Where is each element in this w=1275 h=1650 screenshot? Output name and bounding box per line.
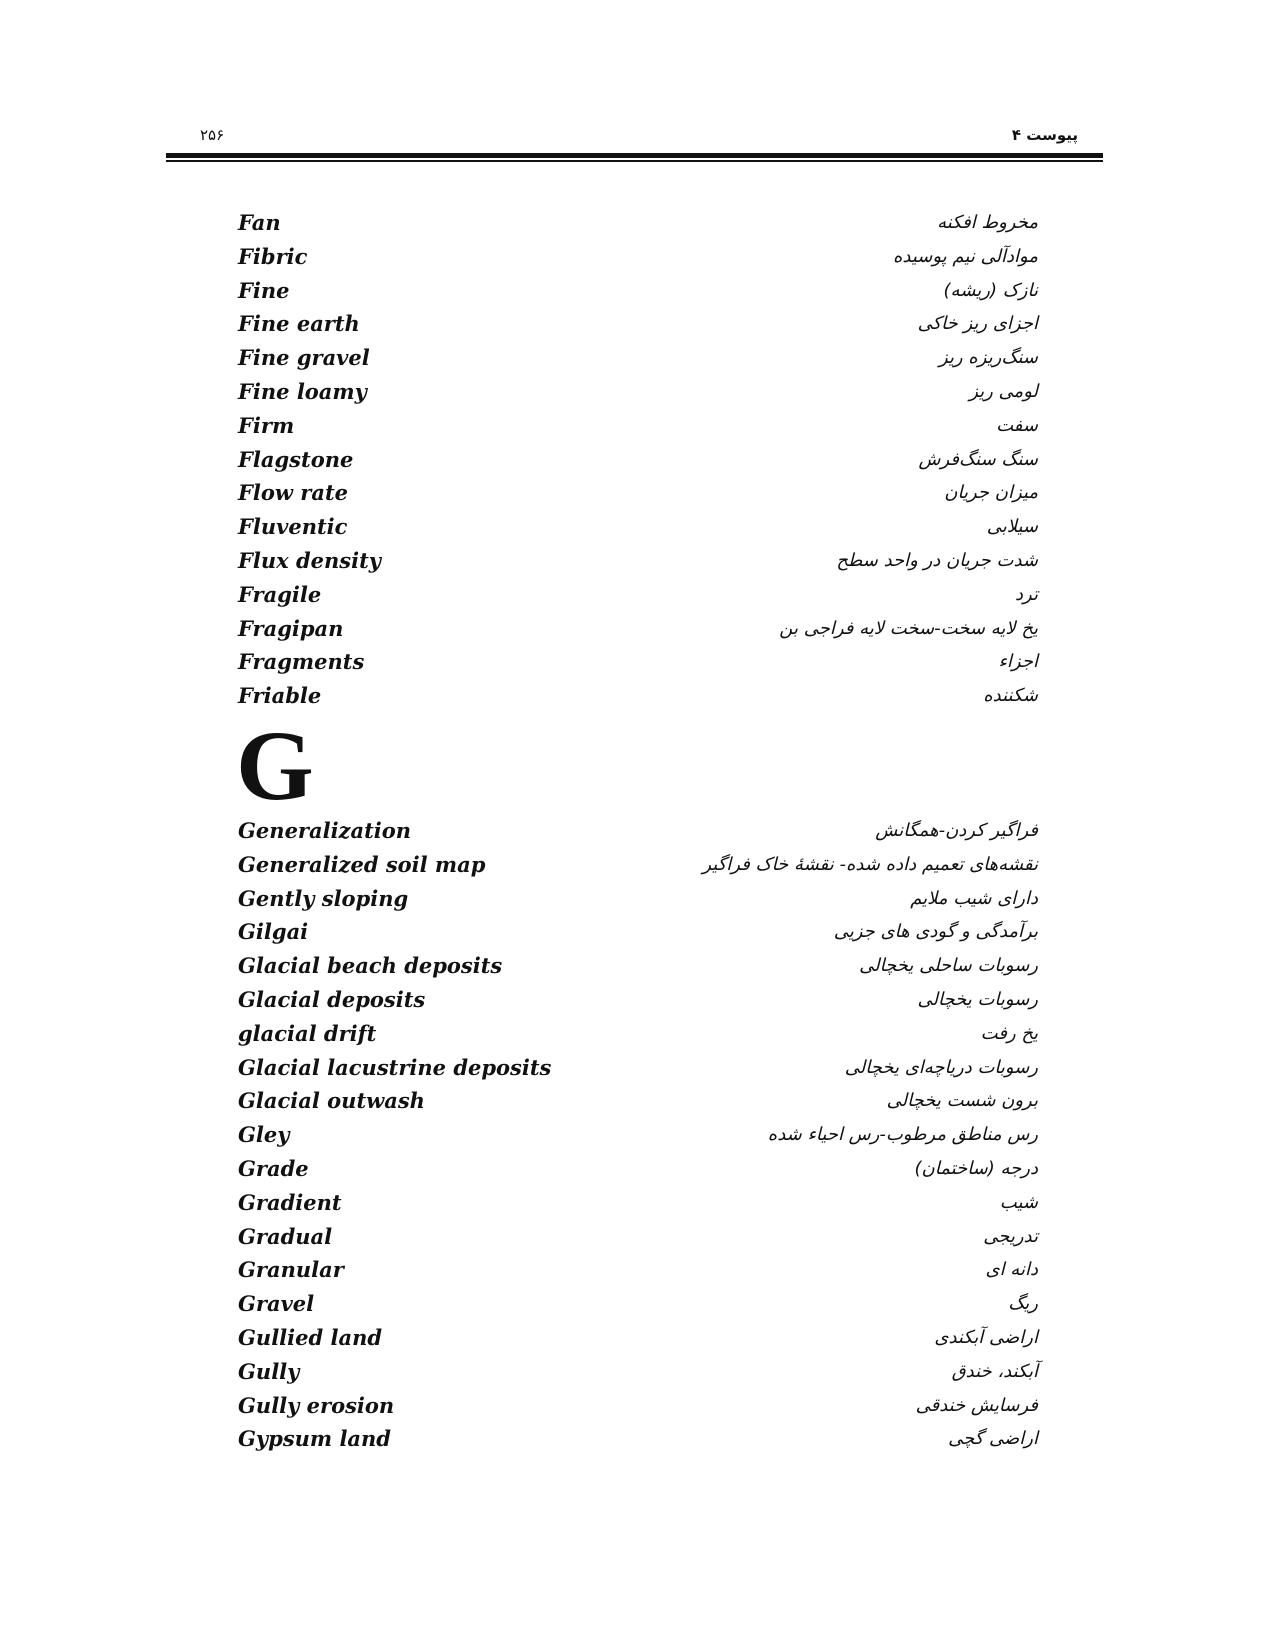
section-letter-g: G bbox=[236, 710, 314, 821]
english-term: Generalized soil map bbox=[238, 851, 486, 877]
english-term: Gradual bbox=[238, 1223, 333, 1249]
persian-translation: نازک (ریشه) bbox=[943, 279, 1038, 301]
persian-translation: سنگ‌ریزه ریز bbox=[938, 347, 1038, 369]
english-term: Gently sloping bbox=[238, 885, 409, 911]
english-term: Fragments bbox=[238, 649, 365, 675]
glossary-row bbox=[238, 886, 1038, 920]
english-term: Flagstone bbox=[238, 446, 354, 472]
glossary-row bbox=[238, 210, 1038, 244]
persian-translation: یخ رفت bbox=[980, 1022, 1038, 1044]
glossary-row bbox=[238, 514, 1038, 548]
persian-translation: اجزاء bbox=[998, 651, 1038, 673]
glossary-row bbox=[238, 1088, 1038, 1122]
english-term: Fragile bbox=[238, 581, 322, 607]
glossary-row bbox=[238, 953, 1038, 987]
english-term: glacial drift bbox=[238, 1020, 377, 1046]
persian-translation: سیلابی bbox=[986, 516, 1038, 538]
glossary-row bbox=[238, 1224, 1038, 1258]
persian-translation: نقشه‌های تعمیم داده شده- نقشهٔ خاک فراگیر bbox=[702, 853, 1038, 875]
english-term: Flux density bbox=[238, 547, 382, 573]
glossary-row bbox=[238, 1122, 1038, 1156]
persian-translation: اجزای ریز خاکی bbox=[917, 313, 1038, 335]
english-term: Gully erosion bbox=[238, 1392, 395, 1418]
english-term: Gley bbox=[238, 1122, 290, 1148]
english-term: Generalization bbox=[238, 818, 412, 843]
glossary-row bbox=[238, 1156, 1038, 1190]
english-term: Fibric bbox=[238, 243, 308, 269]
glossary-row bbox=[238, 987, 1038, 1021]
english-term: Grade bbox=[238, 1155, 309, 1181]
persian-translation: میزان جریان bbox=[944, 482, 1038, 504]
glossary-row bbox=[238, 919, 1038, 953]
persian-translation: رسوبات ساحلی یخچالی bbox=[859, 955, 1038, 977]
english-term: Gullied land bbox=[238, 1324, 383, 1350]
english-term: Granular bbox=[238, 1257, 344, 1283]
persian-translation: ترد bbox=[1015, 583, 1038, 605]
glossary-row bbox=[238, 1021, 1038, 1055]
page-number: ۲۵۶ bbox=[200, 126, 225, 144]
english-term: Gypsum land bbox=[238, 1426, 391, 1452]
glossary-row bbox=[238, 311, 1038, 345]
persian-translation: دارای شیب ملایم bbox=[910, 887, 1038, 909]
persian-translation: لومی ریز bbox=[969, 380, 1038, 402]
english-term: Gully bbox=[238, 1358, 300, 1384]
english-term: Fine gravel bbox=[238, 345, 370, 371]
glossary-row bbox=[238, 244, 1038, 278]
persian-translation: مخروط افکنه bbox=[937, 212, 1038, 233]
glossary-row bbox=[238, 1359, 1038, 1393]
persian-translation: تدریجی bbox=[983, 1225, 1038, 1247]
english-term: Friable bbox=[238, 683, 322, 709]
persian-translation: برون شست یخچالی bbox=[886, 1090, 1038, 1112]
persian-translation: آبکند، خندق bbox=[951, 1360, 1038, 1382]
english-term: Glacial beach deposits bbox=[238, 953, 503, 979]
persian-translation: شدت جریان در واحد سطح bbox=[836, 549, 1038, 571]
persian-translation: رس مناطق مرطوب-رس احیاء شده bbox=[767, 1124, 1038, 1146]
persian-translation: شیب bbox=[999, 1191, 1038, 1213]
persian-translation: یخ لایه سخت-سخت لایه فراجی بن bbox=[779, 617, 1038, 639]
glossary-row bbox=[238, 1393, 1038, 1427]
persian-translation: دانه ای bbox=[985, 1259, 1038, 1281]
glossary-row bbox=[238, 1190, 1038, 1224]
persian-translation: سنگ سنگ‌فرش bbox=[918, 448, 1038, 470]
persian-translation: برآمدگی و گودی های جزیی bbox=[833, 921, 1038, 943]
glossary-row bbox=[238, 345, 1038, 379]
glossary-row bbox=[238, 1325, 1038, 1359]
glossary-row bbox=[238, 480, 1038, 514]
persian-translation: اراضی آبکندی bbox=[934, 1326, 1038, 1348]
glossary-row bbox=[238, 447, 1038, 481]
english-term: Gilgai bbox=[238, 919, 309, 945]
persian-translation: شکننده bbox=[983, 685, 1038, 707]
glossary-section-f bbox=[238, 210, 1038, 717]
english-term: Fine bbox=[238, 277, 290, 303]
glossary-row bbox=[238, 683, 1038, 717]
glossary-row bbox=[238, 582, 1038, 616]
english-term: Fluventic bbox=[238, 514, 348, 540]
english-term: Gravel bbox=[238, 1291, 315, 1317]
english-term: Glacial deposits bbox=[238, 986, 426, 1012]
persian-translation: رسوبات دریاچه‌ای یخچالی bbox=[844, 1056, 1038, 1078]
english-term: Fan bbox=[238, 210, 281, 235]
glossary-row bbox=[238, 1055, 1038, 1089]
glossary-row bbox=[238, 852, 1038, 886]
english-term: Gradient bbox=[238, 1189, 342, 1215]
english-term: Firm bbox=[238, 412, 295, 438]
english-term: Fragipan bbox=[238, 615, 344, 641]
glossary-row bbox=[238, 278, 1038, 312]
glossary-row bbox=[238, 548, 1038, 582]
english-term: Fine loamy bbox=[238, 378, 367, 404]
persian-translation: رسوبات یخچالی bbox=[917, 988, 1038, 1010]
glossary-row bbox=[238, 1426, 1038, 1460]
glossary-row bbox=[238, 649, 1038, 683]
persian-translation: فرسایش خندقی bbox=[915, 1394, 1038, 1416]
glossary-row bbox=[238, 1257, 1038, 1291]
english-term: Fine earth bbox=[238, 311, 360, 337]
persian-translation: ریگ bbox=[1008, 1293, 1038, 1315]
english-term: Flow rate bbox=[238, 480, 349, 506]
header-rule-thin bbox=[166, 160, 1103, 162]
english-term: Glacial lacustrine deposits bbox=[238, 1054, 552, 1080]
running-title: پیوست ۴ bbox=[1011, 126, 1078, 144]
persian-translation: موادآلی نیم پوسیده bbox=[892, 245, 1038, 267]
persian-translation: سفت bbox=[996, 414, 1038, 436]
persian-translation: درجه (ساختمان) bbox=[914, 1157, 1038, 1179]
persian-translation: فراگیر کردن-همگانش bbox=[875, 820, 1038, 841]
glossary-row bbox=[238, 818, 1038, 852]
persian-translation: اراضی گچی bbox=[948, 1428, 1038, 1450]
glossary-row bbox=[238, 379, 1038, 413]
glossary-row bbox=[238, 1291, 1038, 1325]
glossary-section-g bbox=[238, 818, 1038, 1460]
english-term: Glacial outwash bbox=[238, 1088, 425, 1114]
glossary-row bbox=[238, 616, 1038, 650]
glossary-row bbox=[238, 413, 1038, 447]
header-rule-thick bbox=[166, 153, 1103, 158]
